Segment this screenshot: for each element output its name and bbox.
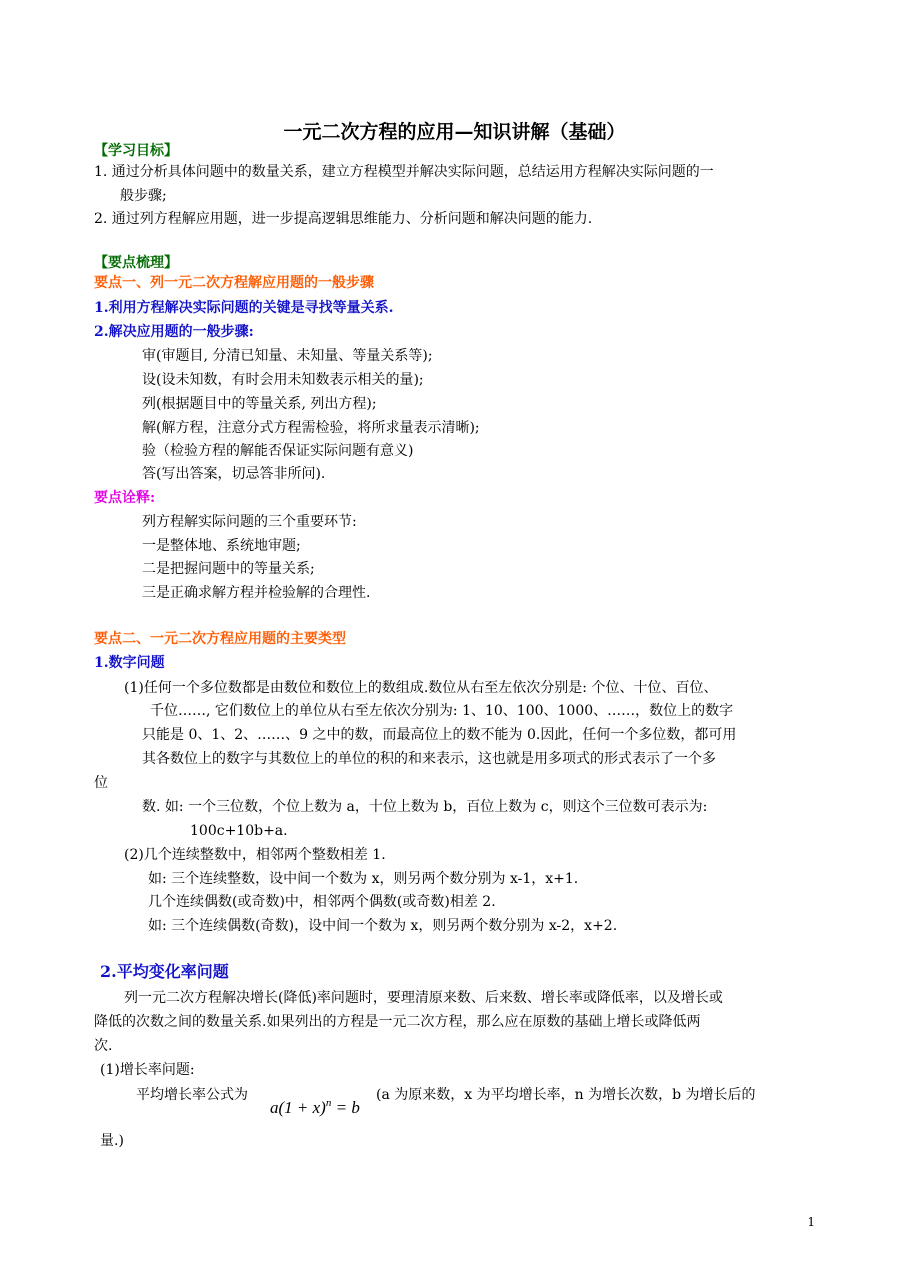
formula-label: 平均增长率公式为 [136, 1087, 248, 1103]
point2-heading: 要点二、一元二次方程应用题的主要类型 [94, 631, 346, 647]
growth-formula [270, 1092, 360, 1119]
formula-description: (a 为原来数，x 为平均增长率，n 为增长次数，b 为增长后的 [376, 1087, 756, 1103]
notes-heading: 要点诠释: [94, 490, 156, 506]
objective-item-1-cont: 般步骤; [120, 188, 167, 204]
number-p2-line3: 几个连续偶数(或奇数)中，相邻两个偶数(或奇数)相差 2. [148, 894, 496, 910]
point1-heading: 要点一、列一元二次方程解应用题的一般步骤 [94, 275, 374, 291]
number-p1-line1: (1)任何一个多位数都是由数位和数位上的数组成.数位从右至左依次分别是: 个位、十位、百位、 [124, 680, 718, 696]
step-item: 列(根据题目中的等量关系, 列出方程); [142, 396, 377, 412]
note-item: 一是整体地、系统地审题; [142, 538, 301, 554]
rate-problem-heading: 2.平均变化率问题 [100, 962, 229, 981]
point1-sub2: 2.解决应用题的一般步骤: [94, 324, 254, 340]
note-item: 三是正确求解方程并检验解的合理性. [142, 585, 371, 601]
number-p1-line5: 位 [94, 775, 108, 791]
step-item: 设(设未知数，有时会用未知数表示相关的量); [142, 372, 424, 388]
rate-intro-line2: 降低的次数之间的数量关系.如果列出的方程是一元二次方程，那么应在原数的基础上增长或降低两 [94, 1014, 701, 1030]
note-item: 二是把握问题中的等量关系; [142, 561, 315, 577]
summary-heading: 【要点梳理】 [94, 255, 178, 271]
step-item: 验（检验方程的解能否保证实际问题有意义) [142, 443, 414, 459]
number-p1-line3: 只能是 0、1、2、……、9 之中的数，而最高位上的数不能为 0.因此，任何一个多位数，都可用 [142, 727, 737, 743]
step-item: 审(审题目, 分清已知量、未知量、等量关系等); [142, 348, 433, 364]
step-item: 解(解方程，注意分式方程需检验，将所求量表示清晰); [142, 420, 480, 436]
note-item: 列方程解实际问题的三个重要环节: [142, 514, 357, 530]
page-title: 一元二次方程的应用—知识讲解（基础） [283, 121, 626, 143]
page-number: 1 [807, 1215, 815, 1229]
objectives-heading: 【学习目标】 [94, 143, 178, 159]
objective-item-1: 1. 通过分析具体问题中的数量关系，建立方程模型并解决实际问题，总结运用方程解决实际问题的一 [94, 164, 714, 180]
number-p1-line7: 100c+10b+a. [190, 823, 288, 839]
objective-item-2: 2. 通过列方程解应用题，进一步提高逻辑思维能力、分析问题和解决问题的能力. [94, 211, 593, 227]
number-p1-line4: 其各数位上的数字与其数位上的单位的积的和来表示，这也就是用多项式的形式表示了一个多 [142, 751, 716, 767]
formula-description-end: 量.) [100, 1133, 124, 1149]
rate-intro-line1: 列一元二次方程解决增长(降低)率问题时，要理清原来数、后来数、增长率或降低率，以及增长或 [124, 990, 723, 1006]
number-p2-line1: (2)几个连续整数中，相邻两个整数相差 1. [124, 847, 386, 863]
formula-base: a(1 + x) [270, 1098, 326, 1117]
point1-sub1: 1.利用方程解决实际问题的关键是寻找等量关系. [94, 300, 394, 316]
number-p2-line2: 如: 三个连续整数，设中间一个数为 x，则另两个数分别为 x-1，x+1. [148, 871, 579, 887]
number-problem-heading: 1.数字问题 [94, 655, 165, 671]
step-item: 答(写出答案，切忌答非所问). [142, 466, 326, 482]
rate-intro-line3: 次. [94, 1038, 113, 1054]
formula-rhs: = b [331, 1098, 360, 1117]
number-p1-line6: 数. 如: 一个三位数，个位上数为 a，十位上数为 b，百位上数为 c，则这个三位数可表示为: [142, 799, 708, 815]
formula-exponent: n [325, 1097, 332, 1109]
number-p2-line4: 如: 三个连续偶数(奇数)，设中间一个数为 x，则另两个数分别为 x-2，x+2. [148, 918, 618, 934]
number-p1-line2: 千位……, 它们数位上的单位从右至左依次分别为: 1、10、100、1000、……，数位上的数字 [150, 703, 734, 719]
growth-heading: (1)增长率问题: [100, 1062, 195, 1078]
